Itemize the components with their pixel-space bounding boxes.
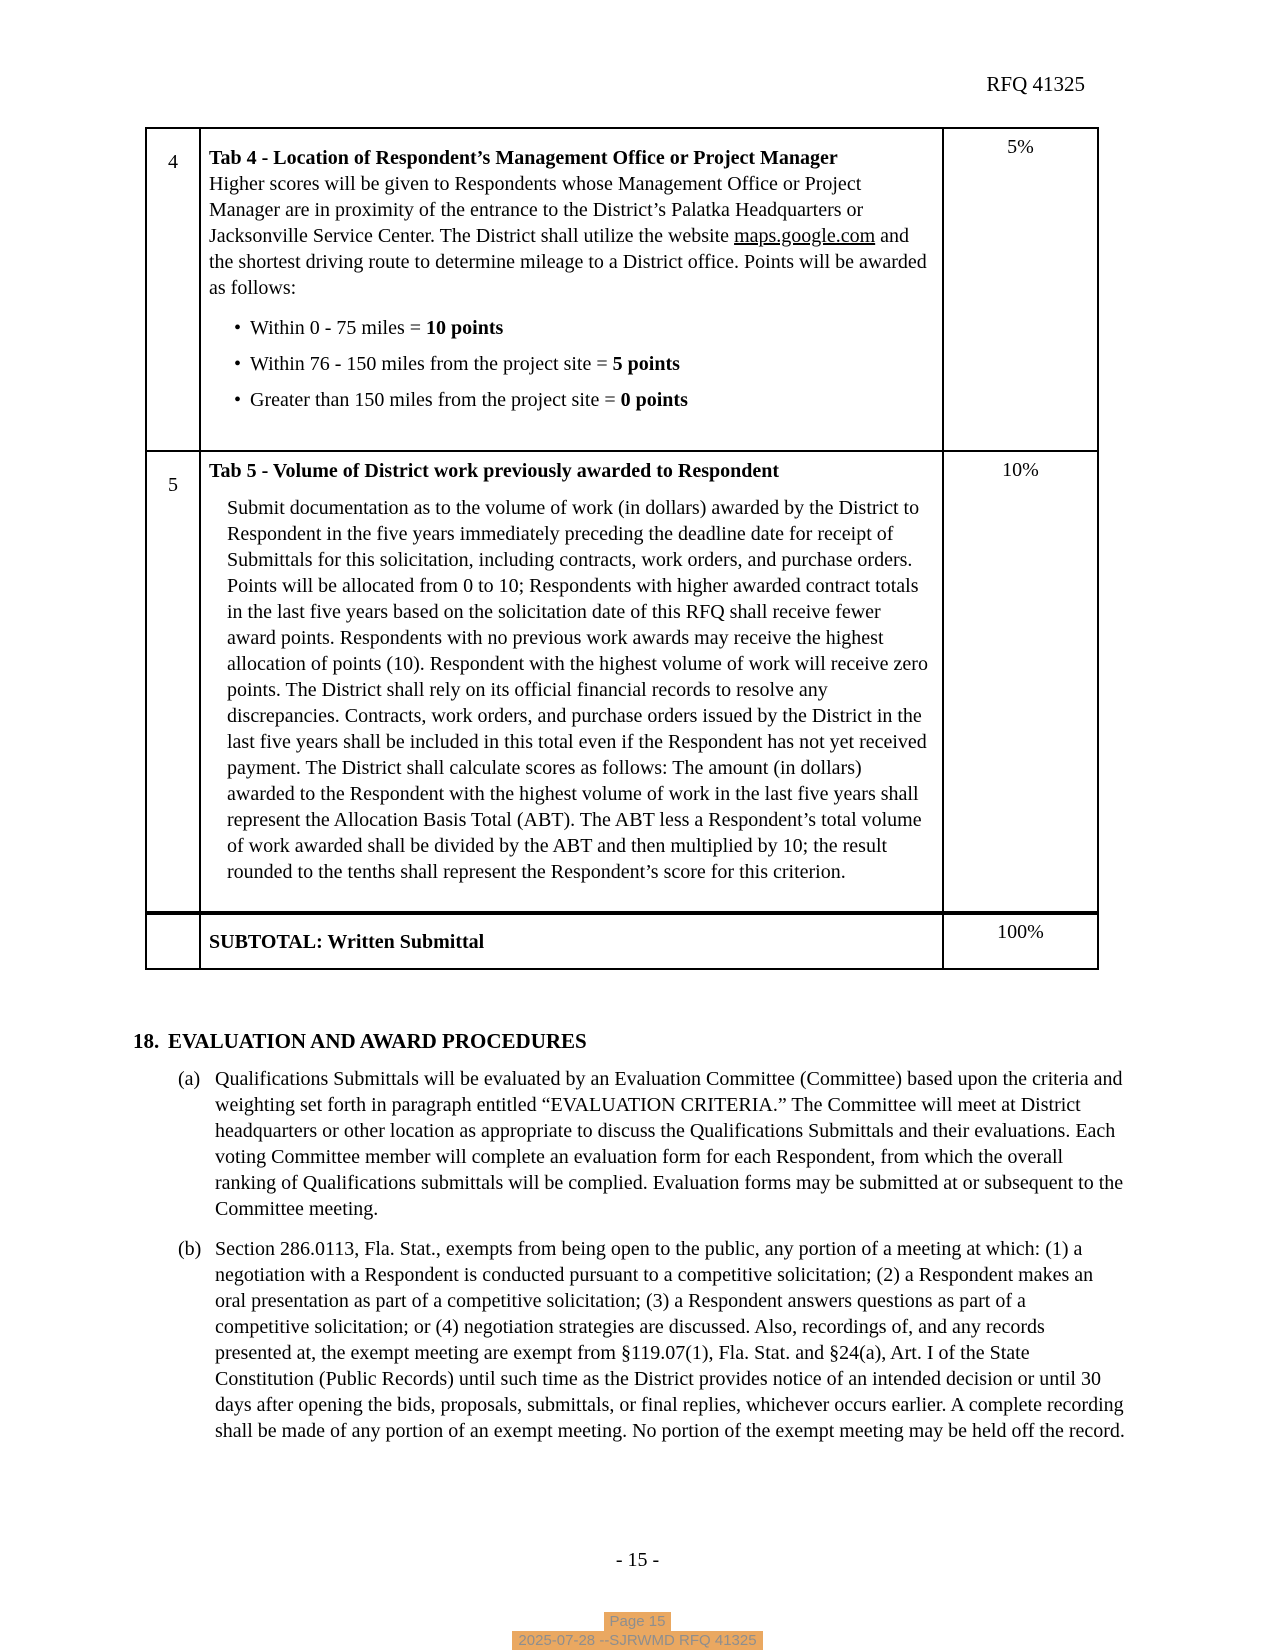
table-row-tab5 <box>146 451 1098 913</box>
footer-stamps <box>0 1612 1275 1650</box>
bullet-text: Greater than 150 miles from the project site = <box>250 389 621 411</box>
bullet-points-value: 0 points <box>620 389 688 411</box>
subtotal-weight-value: 100% <box>997 921 1044 943</box>
weight-value: 10% <box>1002 459 1039 481</box>
table-row-subtotal <box>146 913 1098 969</box>
paragraph-b <box>133 1236 1125 1444</box>
subtotal-label: SUBTOTAL: Written Submittal <box>209 931 485 953</box>
tab4-description-cell <box>200 128 943 451</box>
bullet-text: Within 76 - 150 miles from the project site = <box>250 353 613 375</box>
section-18 <box>133 1028 1125 1458</box>
tab5-description: Submit documentation as to the volume of work (in dollars) awarded by the District to Respondent in the five years immediately preceding the deadline date for receipt of Submittals for this solicitation, including contracts, work orders, and purchase orders. Points will be allocated from 0 to 10; Respondents with higher awarded contract totals in the last five years based on the solicitation date of this RFQ shall receive fewer award points. Respondents with no previous work awards may receive the highest allocation of points (10). Respondent with the highest volume of work will receive zero points. The District shall rely on its official financial records to resolve any discrepancies. Contracts, work orders, and purchase orders issued by the District in the last five years shall be included in this total even if the Respondent has not yet received payment. The District shall calculate scores as follows: The amount (in dollars) awarded to the Respondent with the highest volume of work in the last five years shall represent the Allocation Basis Total (ABT). The ABT less a Respondent’s total volume of work awarded shall be divided by the ABT and then multiplied by 10; the result rounded to the tenths shall represent the Respondent’s score for this criterion. <box>227 497 928 883</box>
tab4-text-after-link: and the shortest driving route to determine mileage to a District office. Points will be awarded as follows: <box>209 225 927 299</box>
section-number: 18. <box>133 1029 160 1053</box>
row-number-cell <box>146 128 200 451</box>
tab4-title: Tab 4 - Location of Respondent’s Management Office or Project Manager <box>209 147 838 169</box>
bullet-points-value: 5 points <box>612 353 680 375</box>
paragraph-a <box>133 1066 1125 1222</box>
list-item <box>209 387 934 413</box>
row-number-cell <box>146 913 200 969</box>
list-item <box>209 351 934 377</box>
evaluation-criteria-table <box>145 127 1099 970</box>
bullet-points-value: 10 points <box>426 317 504 339</box>
date-doc-stamp: 2025-07-28 --SJRWMD RFQ 41325 <box>512 1631 762 1650</box>
tab4-text-before-link: Higher scores will be given to Respondents whose Management Office or Project Manager are in proximity of the entrance to the District’s Palatka Headquarters or Jacksonville Service Center. The District shall utilize the website <box>209 173 864 247</box>
doc-reference: RFQ 41325 <box>986 72 1085 96</box>
weight-cell <box>943 451 1098 913</box>
subtotal-cell <box>200 913 943 969</box>
weight-cell <box>943 128 1098 451</box>
mileage-points-list <box>209 315 934 413</box>
tab4-description <box>209 171 934 301</box>
section-heading <box>133 1028 1125 1054</box>
weight-value: 5% <box>1007 136 1034 158</box>
weight-cell <box>943 913 1098 969</box>
table-row-tab4 <box>146 128 1098 451</box>
page-stamp: Page 15 <box>604 1612 672 1631</box>
list-item <box>209 315 934 341</box>
tab5-title: Tab 5 - Volume of District work previously awarded to Respondent <box>209 460 780 482</box>
row-number: 4 <box>168 151 178 173</box>
paragraph-marker: (a) <box>178 1068 201 1090</box>
bullet-text: Within 0 - 75 miles = <box>250 317 427 339</box>
section-title: EVALUATION AND AWARD PROCEDURES <box>168 1029 587 1053</box>
paragraph-marker: (b) <box>178 1238 202 1260</box>
paragraph-text: Section 286.0113, Fla. Stat., exempts from being open to the public, any portion of a meeting at which: (1) a negotiation with a Respondent is conducted pursuant to a competitive solicitation; (2) a Respondent makes an oral presentation as part of a competitive solicitation; (3) a Respondent answers questions as part of a competitive solicitation; or (4) negotiation strategies are discussed. Also, recordings of, and any records presented at, the exempt meeting are exempt from §119.07(1), Fla. Stat. and §24(a), Art. I of the State Constitution (Public Records) until such time as the District provides notice of an intended decision or until 30 days after opening the bids, proposals, submittals, or final replies, whichever occurs earlier. A complete recording shall be made of any portion of an exempt meeting. No portion of the exempt meeting may be held off the record. <box>215 1238 1125 1442</box>
paragraph-text: Qualifications Submittals will be evaluated by an Evaluation Committee (Committee) based upon the criteria and weighting set forth in paragraph entitled “EVALUATION CRITERIA.” The Committee will meet at District headquarters or other location as appropriate to discuss the Qualifications Submittals and their evaluations. Each voting Committee member will complete an evaluation form for each Respondent, from which the overall ranking of Qualifications submittals will be complied. Evaluation forms may be submitted at or subsequent to the Committee meeting. <box>215 1068 1124 1220</box>
page-number: - 15 - <box>615 1549 660 1571</box>
row-number-cell <box>146 451 200 913</box>
maps-google-link[interactable]: maps.google.com <box>734 225 876 247</box>
row-number: 5 <box>168 474 178 496</box>
tab5-description-cell <box>200 451 943 913</box>
